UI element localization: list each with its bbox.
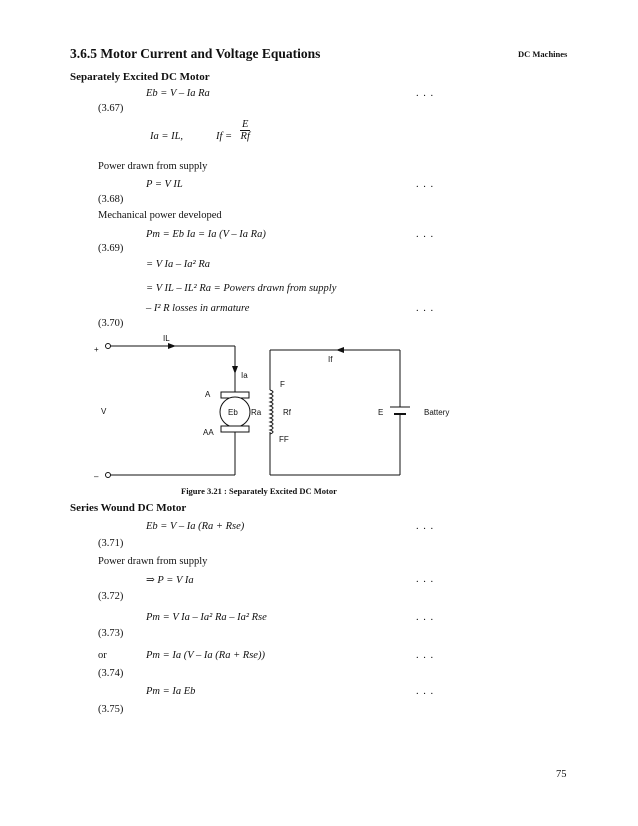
fraction-numerator: E — [242, 119, 249, 130]
equation-number-3-68: (3.68) — [98, 194, 124, 205]
f-label: F — [280, 380, 285, 389]
equation-ia-il: Ia = IL, — [150, 131, 184, 142]
il-label: IL — [163, 334, 170, 343]
equation-3-69-step2: = V Ia – Ia² Ra — [146, 259, 210, 270]
ia-arrow — [232, 366, 238, 374]
brush-aa — [221, 426, 249, 432]
page-number: 75 — [556, 769, 567, 780]
equation-dots: . . . — [416, 574, 435, 585]
equation-number-3-70: (3.70) — [98, 318, 124, 329]
plus-label: + — [94, 345, 99, 354]
a-label: A — [205, 390, 211, 399]
fraction-denominator: Rf — [240, 131, 250, 142]
equation-dots: . . . — [416, 686, 435, 697]
plus-terminal — [106, 344, 111, 349]
equation-3-69-step3: = V IL – IL² Ra = Powers drawn from supply — [146, 283, 337, 294]
equation-dots: . . . — [416, 303, 435, 314]
v-label: V — [101, 407, 107, 416]
ia-label: Ia — [241, 371, 248, 380]
text-power-drawn-series: Power drawn from supply — [98, 556, 208, 567]
equation-3-74: Pm = Ia (V – Ia (Ra + Rse)) — [146, 650, 265, 661]
equation-dots: . . . — [416, 179, 435, 190]
eb-label: Eb — [228, 408, 238, 417]
equation-number-3-67: (3.67) — [98, 103, 124, 114]
ra-label: Ra — [251, 408, 262, 417]
equation-3-67: Eb = V – Ia Ra — [146, 88, 210, 99]
rf-label: Rf — [283, 408, 291, 417]
text-mechanical-power: Mechanical power developed — [98, 210, 222, 221]
minus-terminal — [106, 473, 111, 478]
field-winding — [270, 390, 273, 434]
if-arrow — [336, 347, 344, 353]
figure-caption: Figure 3.21 : Separately Excited DC Motor — [181, 486, 337, 496]
running-head: DC Machines — [518, 49, 568, 59]
if-label: If — [328, 355, 333, 364]
equation-3-75: Pm = Ia Eb — [146, 686, 196, 697]
equation-dots: . . . — [416, 229, 435, 240]
minus-label: – — [94, 472, 99, 481]
equation-3-68: P = V IL — [146, 179, 183, 190]
equation-3-71: Eb = V – Ia (Ra + Rse) — [146, 521, 245, 532]
aa-label: AA — [203, 428, 214, 437]
equation-number-3-69: (3.69) — [98, 243, 124, 254]
equation-3-69: Pm = Eb Ia = Ia (V – Ia Ra) — [146, 229, 266, 240]
or-label: or — [98, 650, 107, 661]
equation-if-lhs: If = — [216, 131, 233, 142]
heading-separately-excited: Separately Excited DC Motor — [70, 71, 210, 83]
equation-3-72: ⇒ P = V Ia — [146, 575, 194, 586]
heading-series-wound: Series Wound DC Motor — [70, 502, 187, 514]
equation-number-3-73: (3.73) — [98, 628, 124, 639]
battery-label: Battery — [424, 408, 450, 417]
section-title: 3.6.5 Motor Current and Voltage Equations — [70, 46, 321, 61]
ff-label: FF — [279, 435, 289, 444]
equation-3-73: Pm = V Ia – Ia² Ra – Ia² Rse — [146, 612, 267, 623]
e-label: E — [378, 408, 384, 417]
equation-number-3-72: (3.72) — [98, 591, 124, 602]
equation-dots: . . . — [416, 612, 435, 623]
equation-dots: . . . — [416, 521, 435, 532]
equation-number-3-75: (3.75) — [98, 704, 124, 715]
equation-dots: . . . — [416, 650, 435, 661]
il-arrow — [168, 343, 176, 349]
equation-number-3-71: (3.71) — [98, 538, 124, 549]
equation-3-70: – I² R losses in armature — [146, 303, 250, 314]
equation-number-3-74: (3.74) — [98, 668, 124, 679]
text-power-drawn: Power drawn from supply — [98, 161, 208, 172]
equation-dots: . . . — [416, 88, 435, 99]
